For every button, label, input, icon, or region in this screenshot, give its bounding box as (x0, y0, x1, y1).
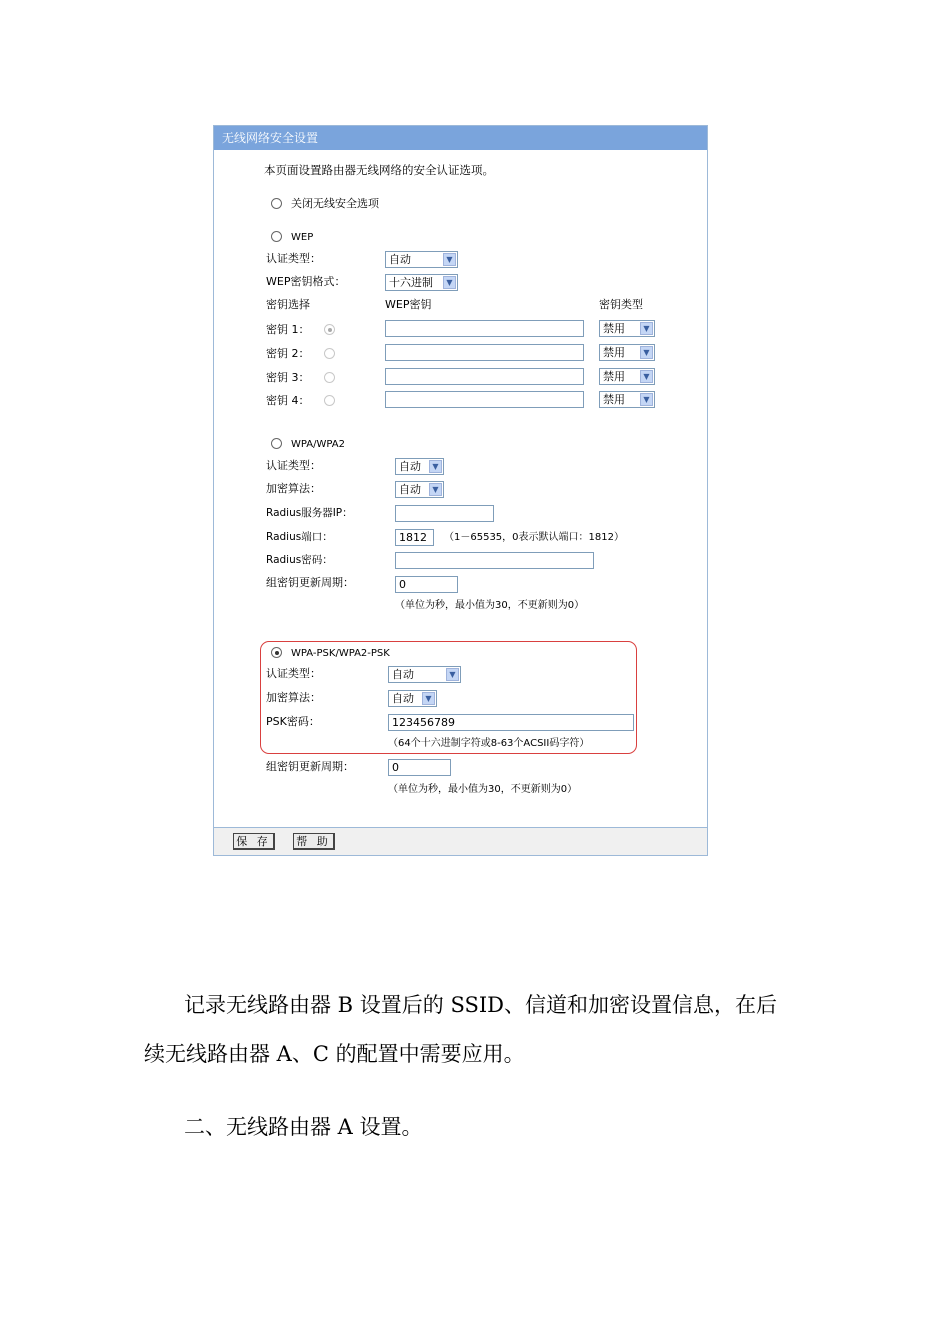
key2-label: 密钥 2： (266, 347, 310, 360)
wpa-enc-label: 加密算法： (266, 482, 321, 495)
psk-group-input[interactable]: 0 (388, 759, 451, 776)
chevron-down-icon: ▼ (640, 370, 653, 383)
psk-enc-select[interactable]: 自动 ▼ (388, 690, 437, 707)
save-button[interactable]: 保 存 (233, 833, 275, 850)
psk-group-label: 组密钥更新周期： (266, 760, 354, 773)
wpa-group-hint: （单位为秒，最小值为30，不更新则为0） (395, 600, 585, 611)
key1-input[interactable] (385, 320, 584, 337)
col-key-type: 密钥类型 (599, 298, 643, 311)
disable-security-radio[interactable] (271, 198, 282, 209)
psk-radio[interactable] (271, 647, 282, 658)
wpa-enc-select[interactable]: 自动 ▼ (395, 481, 444, 498)
key4-input[interactable] (385, 391, 584, 408)
chevron-down-icon: ▼ (640, 346, 653, 359)
section-heading: 二、无线路由器 A 设置。 (184, 1115, 423, 1139)
radius-pwd-input[interactable] (395, 552, 594, 569)
key1-label: 密钥 1： (266, 323, 310, 336)
key3-radio[interactable] (324, 372, 335, 383)
wep-format-label: WEP密钥格式： (266, 275, 346, 288)
key3-type-select[interactable]: 禁用 ▼ (599, 368, 655, 385)
help-button[interactable]: 帮 助 (293, 833, 335, 850)
key1-type-select[interactable]: 禁用 ▼ (599, 320, 655, 337)
key4-label: 密钥 4： (266, 394, 310, 407)
psk-pwd-input[interactable]: 123456789 (388, 714, 634, 731)
key2-radio[interactable] (324, 348, 335, 359)
radius-pwd-label: Radius密码： (266, 554, 333, 566)
chevron-down-icon: ▼ (422, 692, 435, 705)
wep-radio[interactable] (271, 231, 282, 242)
radius-ip-label: Radius服务器IP： (266, 507, 353, 519)
key3-label: 密钥 3： (266, 371, 310, 384)
col-wep-key: WEP密钥 (385, 298, 432, 311)
psk-group-hint: （单位为秒，最小值为30，不更新则为0） (388, 784, 578, 795)
chevron-down-icon: ▼ (443, 253, 456, 266)
chevron-down-icon: ▼ (429, 460, 442, 473)
psk-pwd-hint: （64个十六进制字符或8-63个ACSII码字符） (388, 738, 590, 749)
psk-label: WPA-PSK/WPA2-PSK (291, 648, 390, 659)
paragraph-1-line-1: 记录无线路由器 B 设置后的 SSID、信道和加密设置信息，在后 (184, 993, 777, 1017)
wep-format-select[interactable]: 十六进制 ▼ (385, 274, 458, 291)
wireless-security-panel (213, 125, 708, 856)
wep-label: WEP (291, 232, 314, 243)
wpa-radio[interactable] (271, 438, 282, 449)
key3-input[interactable] (385, 368, 584, 385)
chevron-down-icon: ▼ (429, 483, 442, 496)
wpa-group-input[interactable]: 0 (395, 576, 458, 593)
psk-auth-label: 认证类型： (266, 667, 321, 680)
radius-port-hint: （1－65535，0表示默认端口：1812） (444, 532, 624, 543)
radius-port-label: Radius端口： (266, 531, 333, 543)
paragraph-1-line-2: 续无线路由器 A、C 的配置中需要应用。 (144, 1042, 525, 1066)
intro-text: 本页面设置路由器无线网络的安全认证选项。 (264, 163, 494, 177)
panel-footer (214, 827, 707, 855)
psk-auth-select[interactable]: 自动 ▼ (388, 666, 461, 683)
wpa-auth-select[interactable]: 自动 ▼ (395, 458, 444, 475)
wep-auth-select[interactable]: 自动 ▼ (385, 251, 458, 268)
disable-security-label: 关闭无线安全选项 (291, 197, 379, 210)
wep-auth-label: 认证类型： (266, 252, 321, 265)
key2-input[interactable] (385, 344, 584, 361)
key1-radio[interactable] (324, 324, 335, 335)
psk-pwd-label: PSK密码： (266, 715, 320, 728)
key4-type-select[interactable]: 禁用 ▼ (599, 391, 655, 408)
chevron-down-icon: ▼ (443, 276, 456, 289)
chevron-down-icon: ▼ (640, 322, 653, 335)
key4-radio[interactable] (324, 395, 335, 406)
chevron-down-icon: ▼ (640, 393, 653, 406)
chevron-down-icon: ▼ (446, 668, 459, 681)
col-key-select: 密钥选择 (266, 298, 310, 311)
panel-title: 无线网络安全设置 (214, 126, 707, 150)
wpa-group-label: 组密钥更新周期： (266, 576, 354, 589)
wpa-auth-label: 认证类型： (266, 459, 321, 472)
radius-port-input[interactable]: 1812 (395, 529, 434, 546)
wpa-label: WPA/WPA2 (291, 439, 345, 450)
key2-type-select[interactable]: 禁用 ▼ (599, 344, 655, 361)
radius-ip-input[interactable] (395, 505, 494, 522)
psk-enc-label: 加密算法： (266, 691, 321, 704)
